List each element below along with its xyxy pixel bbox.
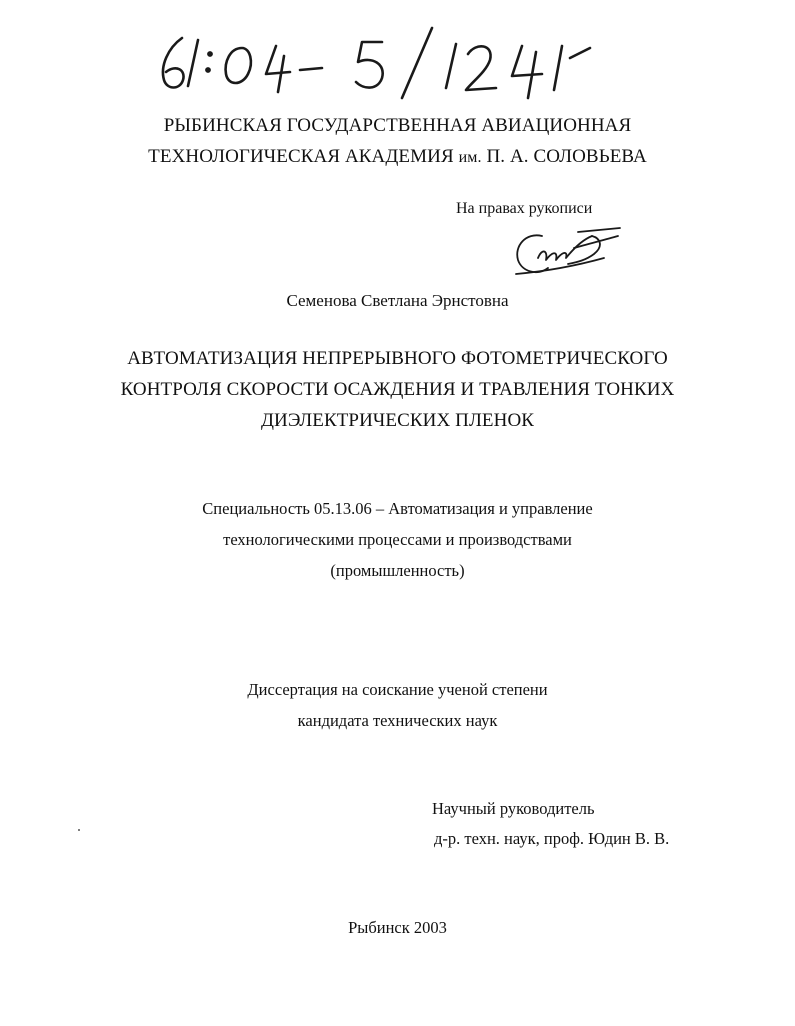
city-year: Рыбинск 2003 [348, 918, 447, 937]
scan-speck [78, 829, 80, 831]
dissertation-line-1: Диссертация на соискание ученой степени [247, 680, 548, 699]
institution-line-2 [0, 141, 795, 173]
rights-note: На правах рукописи [456, 200, 593, 217]
supervisor-label: Научный руководитель [432, 799, 595, 818]
institution-line-2-part-1: ТЕХНОЛОГИЧЕСКАЯ АКАДЕМИЯ [148, 146, 454, 167]
handwritten-code-drawing [150, 18, 620, 103]
title-line-1: АВТОМАТИЗАЦИЯ НЕПРЕРЫВНОГО ФОТОМЕТРИЧЕСКОГО [127, 348, 668, 369]
signature-drawing [508, 218, 628, 286]
title-line-2: КОНТРОЛЯ СКОРОСТИ ОСАЖДЕНИЯ И ТРАВЛЕНИЯ ТОНКИХ [120, 379, 675, 400]
title-line-3: ДИЭЛЕКТРИЧЕСКИХ ПЛЕНОК [260, 410, 535, 431]
specialty-line-2: технологическими процессами и производствами [223, 530, 572, 549]
supervisor-name: д-р. техн. наук, проф. Юдин В. В. [434, 829, 670, 848]
handwritten-archive-code [150, 18, 620, 103]
dissertation-line-2: кандидата технических наук [297, 711, 498, 730]
specialty-line-1: Специальность 05.13.06 – Автоматизация и управление [202, 499, 593, 518]
institution-line-2-part-2: им. [458, 149, 482, 166]
author-signature [508, 218, 628, 286]
author-name: Семенова Светлана Эрнстовна [286, 291, 509, 310]
institution-line-1: РЫБИНСКАЯ ГОСУДАРСТВЕННАЯ АВИАЦИОННАЯ [163, 115, 632, 136]
institution-line-2-part-3: П. А. СОЛОВЬЕВА [486, 146, 647, 167]
specialty-line-3: (промышленность) [330, 561, 465, 580]
